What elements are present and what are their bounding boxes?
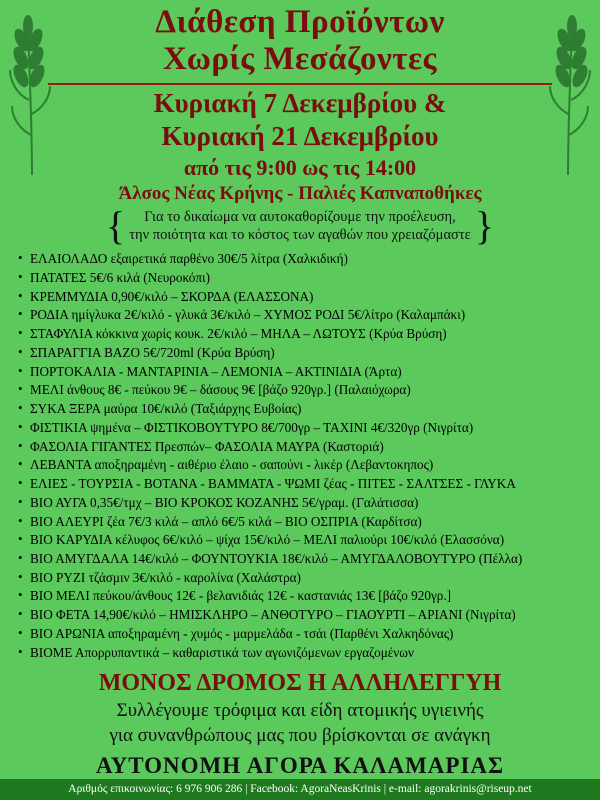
motto-line2: την ποιότητα και το κόστος των αγαθών που χρειαζόμαστε <box>129 227 471 244</box>
list-item: • ΣΥΚΑ ΞΕΡΑ μαύρα 10€/κιλό (Ταξιάρχης Ευβοίας) <box>18 400 586 419</box>
poster-header <box>0 0 600 249</box>
list-item: • ΒΙΟ ΦΕΤΑ 14,90€/κιλό – ΗΜΙΣΚΛΗΡΟ – ΑΝΘΟΤΥΡΟ – ΓΙΑΟΥΡΤΙ – ΑΡΙΑΝΙ (Νιγρίτα) <box>18 606 586 625</box>
list-item: • ΒΙΟ ΑΡΩΝΙΑ αποξηραμένη - χυμός - μαρμελάδα - τσάι (Παρθένι Χαλκηδόνας) <box>18 625 586 644</box>
list-item: • ΦΙΣΤΙΚΙΑ ψημένα – ΦΙΣΤΙΚΟΒΟΥΤΥΡΟ 8€/700γρ – ΤΑΧΙΝΙ 4€/320γρ (Νιγρίτα) <box>18 419 586 438</box>
motto-text <box>129 208 471 244</box>
list-item: • ΕΛΙΕΣ - ΤΟΥΡΣΙΑ - ΒΟΤΑΝΑ - ΒΑΜΜΑΤΑ - ΨΩΜΙ ζέας - ΠΙΤΕΣ - ΣΑΛΤΣΕΣ - ΓΛΥΚΑ <box>18 475 586 494</box>
list-item: • ΒΙΟ ΜΕΛΙ πεύκου/άνθους 12€ - βελανιδιάς 12€ - καστανιάς 13€ [βάζο 920γρ.] <box>18 587 586 606</box>
list-item: • ΦΑΣΟΛΙΑ ΓΙΓΑΝΤΕΣ Πρεσπών– ΦΑΣΟΛΙΑ ΜΑΥΡΑ (Καστοριά) <box>18 438 586 457</box>
list-item: • ΚΡΕΜΜΥΔΙΑ 0,90€/κιλό – ΣΚΟΡΔΑ (ΕΛΑΣΣΟΝΑ) <box>18 288 586 307</box>
list-item: • ΒΙΟ ΑΛΕΥΡΙ ζέα 7€/3 κιλά – απλό 6€/5 κιλά – ΒΙΟ ΟΣΠΡΙΑ (Καρδίτσα) <box>18 513 586 532</box>
brace-right-icon: } <box>474 203 494 249</box>
list-item: • ΣΤΑΦΥΛΙΑ κόκκινα χωρίς κουκ. 2€/κιλό – ΜΗΛΑ – ΛΩΤΟΥΣ (Κρύα Βρύση) <box>18 325 586 344</box>
list-item: • ΒΙΟ ΚΑΡΥΔΙΑ κέλυφος 6€/κιλό – ψίχα 15€/κιλό – ΜΕΛΙ παλιούρι 10€/κιλό (Ελασσόνα) <box>18 531 586 550</box>
product-list <box>18 250 586 662</box>
list-item: • ΡΟΔΙΑ ημίγλυκα 2€/κιλό - γλυκά 3€/κιλό – ΧΥΜΟΣ ΡΟΔΙ 5€/λίτρο (Καλαμπάκι) <box>18 306 586 325</box>
motto-line1: Για το δικαίωμα να αυτοκαθορίζουμε την προέλευση, <box>144 209 456 225</box>
list-item: • ΒΙΟ ΑΥΓΑ 0,35€/τμχ – ΒΙΟ ΚΡΟΚΟΣ ΚΟΖΑΝΗΣ 5€/γραμ. (Γαλάτισσα) <box>18 494 586 513</box>
page-title-line1: Διάθεση Προϊόντων <box>155 4 445 40</box>
event-date-line2: Κυριακή 21 Δεκεμβρίου <box>161 120 439 151</box>
list-item: • ΠΑΤΑΤΕΣ 5€/6 κιλά (Νευροκόπι) <box>18 269 586 288</box>
list-item: • ΒΙΟ ΑΜΥΓΔΑΛΑ 14€/κιλό – ΦΟΥΝΤΟΥΚΙΑ 18€/κιλό – ΑΜΥΓΔΑΛΟΒΟΥΤΥΡΟ (Πέλλα) <box>18 550 586 569</box>
motto-block <box>0 203 600 249</box>
divider <box>48 83 552 85</box>
poster-footer <box>0 670 600 779</box>
organization-name: ΑΥΤΟΝΟΜΗ ΑΓΟΡΑ ΚΑΛΑΜΑΡΙΑΣ <box>95 753 505 779</box>
list-item: • ΒΙΟΜΕ Απορρυπαντικά – καθαριστικά των αγωνιζόμενων εργαζομένων <box>18 644 586 663</box>
list-item: • ΛΕΒΑΝΤΑ αποξηραμένη - αιθέριο έλαιο - σαπούνι - λικέρ (Λεβαντοκηπος) <box>18 456 586 475</box>
list-item: • ΜΕΛΙ άνθους 8€ - πεύκου 9€ – δάσους 9€ [βάζο 920γρ.] (Παλαιόχωρα) <box>18 381 586 400</box>
collect-line1: Συλλέγουμε τρόφιμα και είδη ατομικής υγιεινής <box>116 699 484 721</box>
contact-bar: Αριθμός επικοινωνίας: 6 976 906 286 | Facebook: AgoraNeasKrinis | e-mail: agorakrinis@riseup.net <box>0 779 600 800</box>
event-location: Άλσος Νέας Κρήνης - Παλιές Καπναποθήκες <box>118 183 482 204</box>
page-title-line2: Χωρίς Μεσάζοντες <box>163 40 437 77</box>
list-item: • ΣΠΑΡΑΓΓΙΑ ΒΑΖΟ 5€/720ml (Κρύα Βρύση) <box>18 344 586 363</box>
list-item: • ΒΙΟ ΡΥΖΙ τζάσμιν 3€/κιλό - καρολίνα (Χαλάστρα) <box>18 569 586 588</box>
collect-line2: για συνανθρώπους μας που βρίσκονται σε ανάγκη <box>109 724 491 746</box>
solidarity-slogan: ΜΟΝΟΣ ΔΡΟΜΟΣ Η ΑΛΛΗΛΕΓΓΥΗ <box>98 670 502 697</box>
list-item: • ΠΟΡΤΟΚΑΛΙΑ - ΜΑΝΤΑΡΙΝΙΑ – ΛΕΜΟΝΙΑ – ΑΚΤΙΝΙΔΙΑ (Άρτα) <box>18 363 586 382</box>
list-item: • ΕΛΑΙΟΛΑΔΟ εξαιρετικά παρθένο 30€/5 λίτρα (Χαλκιδική) <box>18 250 586 269</box>
brace-left-icon: { <box>106 203 126 249</box>
event-hours: από τις 9:00 ως τις 14:00 <box>183 155 417 180</box>
event-date-line1: Κυριακή 7 Δεκεμβρίου & <box>153 87 447 118</box>
